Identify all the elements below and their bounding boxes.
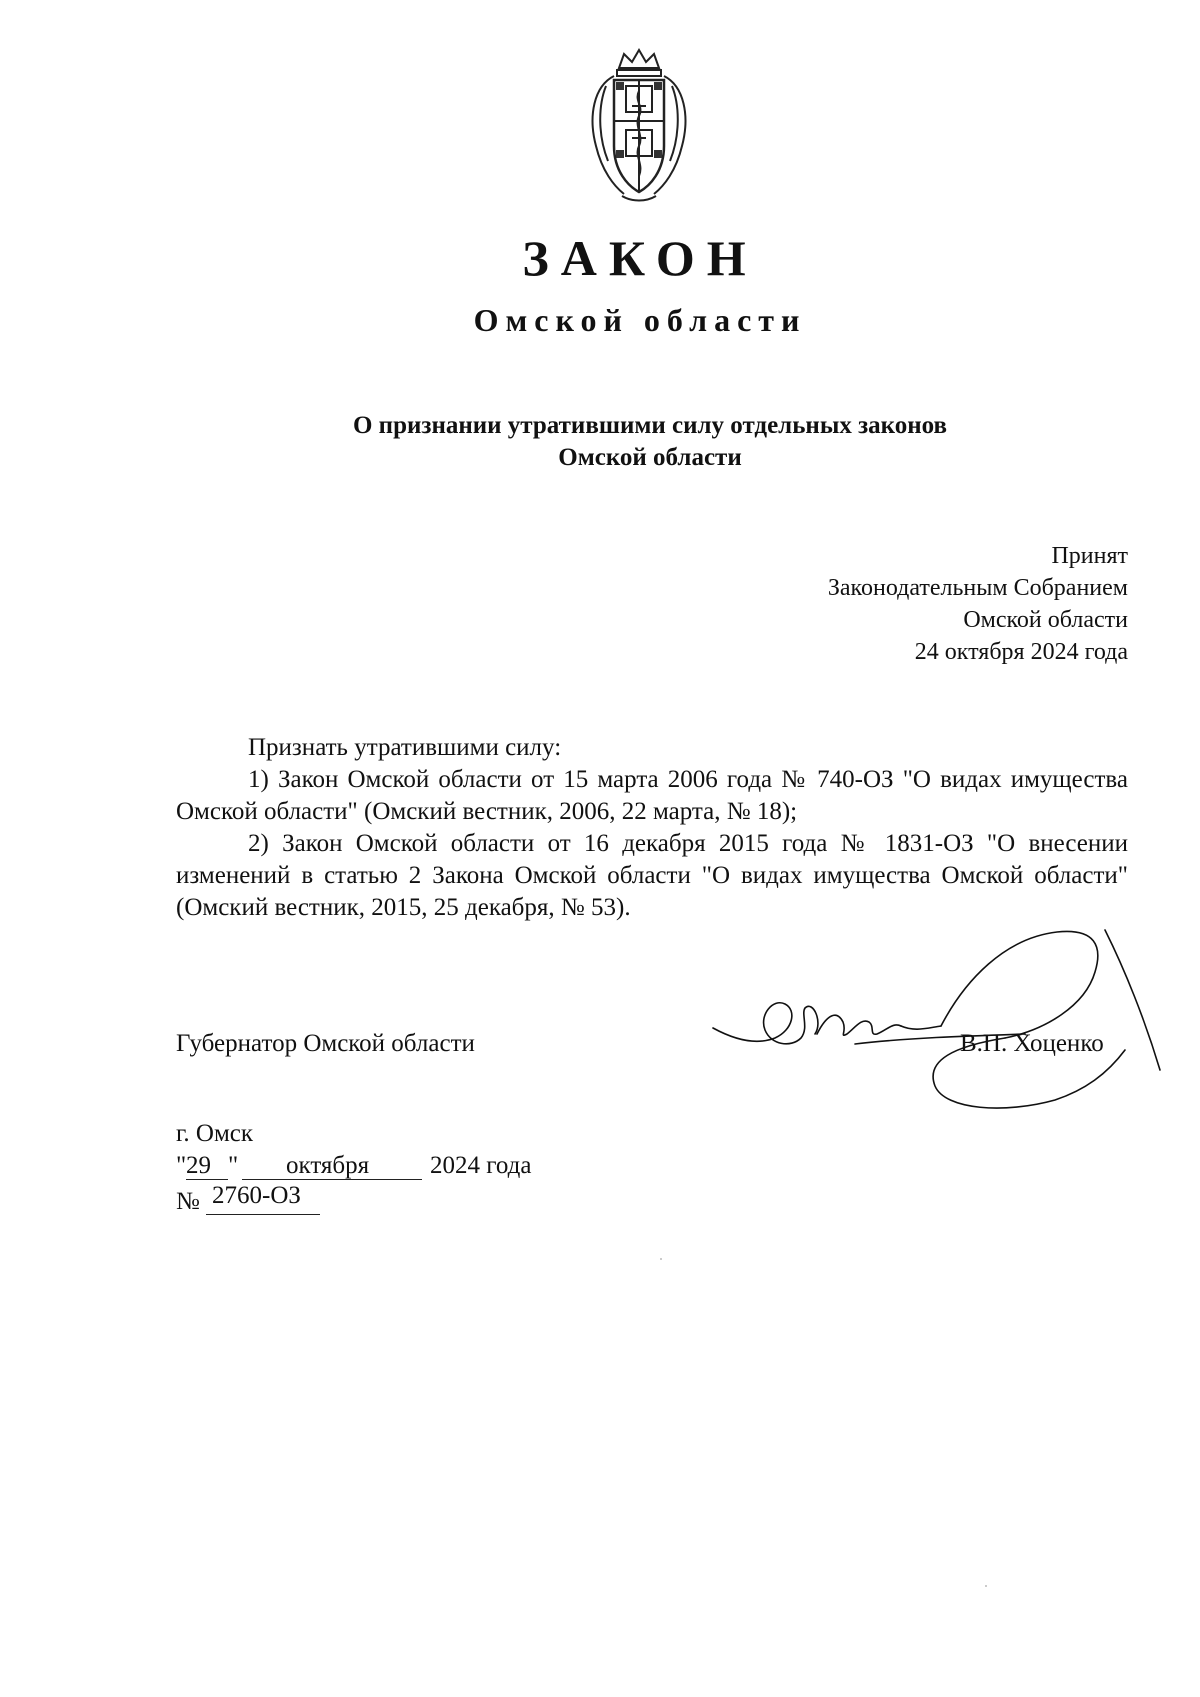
- heading-line-2: Омской области: [558, 444, 742, 471]
- adoption-block: [600, 540, 1128, 668]
- number-sign: №: [176, 1188, 200, 1215]
- document-heading: [0, 410, 1200, 474]
- number-underline: [206, 1214, 320, 1215]
- adoption-line-2: Законодательным Собранием: [827, 575, 1128, 601]
- signer-name: В.П. Хоценко: [960, 1030, 1104, 1057]
- date-month: октября: [286, 1152, 370, 1179]
- heading-line-1: О признании утратившими силу отдельных законов: [352, 412, 947, 439]
- coat-of-arms-emblem: [584, 46, 694, 206]
- signing-date: [176, 1150, 596, 1182]
- date-close-quote: ": [228, 1152, 239, 1179]
- number-value: 2760-ОЗ: [212, 1182, 301, 1209]
- adoption-line-1: Принят: [1051, 543, 1128, 569]
- document-body: [176, 732, 1128, 924]
- city: г. Омск: [176, 1120, 254, 1147]
- law-subtitle: Омской области: [473, 302, 807, 338]
- body-intro: Признать утратившими силу:: [248, 734, 562, 761]
- adoption-line-3: Омской области: [963, 607, 1128, 633]
- handwritten-signature: [705, 910, 1170, 1120]
- date-day: 29: [186, 1152, 211, 1179]
- date-year: 2024 года: [430, 1152, 532, 1179]
- scan-speck: [985, 1585, 987, 1587]
- law-title: ЗАКОН: [522, 230, 758, 286]
- law-number: [176, 1180, 376, 1216]
- adoption-date: 24 октября 2024 года: [914, 639, 1128, 665]
- scan-speck: [660, 1258, 662, 1260]
- signer-title: Губернатор Омской области: [176, 1030, 475, 1057]
- body-item-2: 2) Закон Омской области от 16 декабря 2015 года № 1831-ОЗ "О внесении изменений в статью 2 Закона Омской области "О видах имущества Омской области" (Омский вестник, 2015, 25 декабря, № 53).: [176, 830, 1128, 921]
- date-open-quote: ": [176, 1152, 187, 1179]
- body-item-1: 1) Закон Омской области от 15 марта 2006 года № 740-ОЗ "О видах имущества Омской области" (Омский вестник, 2006, 22 марта, № 18);: [176, 766, 1128, 825]
